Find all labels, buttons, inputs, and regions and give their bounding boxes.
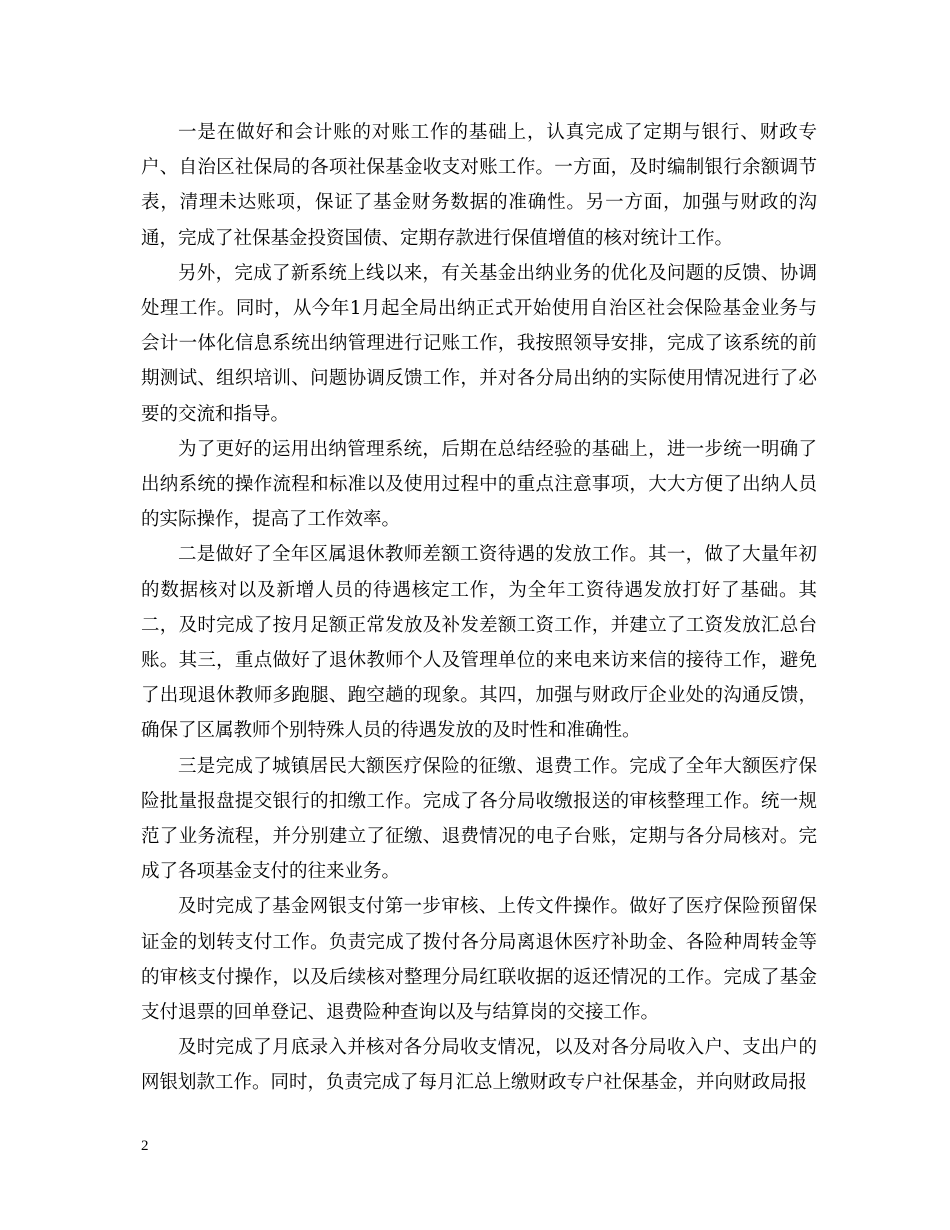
paragraph-1: 一是在做好和会计账的对账工作的基础上，认真完成了定期与银行、财政专户、自治区社保局的各项社保基金收支对账工作。一方面，及时编制银行余额调节表，清理未达账项，保证了基金财务数据的准确性。另一方面，加强与财政的沟通，完成了社保基金投资国债、定期存款进行保值增值的核对统计工作。 bbox=[141, 122, 817, 249]
document-body bbox=[141, 115, 817, 1101]
paragraph-6: 及时完成了基金网银支付第一步审核、上传文件操作。做好了医疗保险预留保证金的划转支付工作。负责完成了拨付各分局离退休医疗补助金、各险种周转金等的审核支付操作，以及后续核对整理分局红联收据的返还情况的工作。完成了基金支付退票的回单登记、退费险种查询以及与结算岗的交接工作。 bbox=[141, 896, 817, 1024]
paragraph-4: 二是做好了全年区属退休教师差额工资待遇的发放工作。其一，做了大量年初的数据核对以及新增人员的待遇核定工作，为全年工资待遇发放打好了基础。其二，及时完成了按月足额正常发放及补发差额工资工作，并建立了工资发放汇总台账。其三，重点做好了退休教师个人及管理单位的来电来访来信的接待工作，避免了出现退休教师多跑腿、跑空趟的现象。其四，加强与财政厅企业处的沟通反馈，确保了区属教师个别特殊人员的待遇发放的及时性和准确性。 bbox=[141, 544, 817, 742]
paragraph-3: 为了更好的运用出纳管理系统，后期在总结经验的基础上，进一步统一明确了出纳系统的操作流程和标准以及使用过程中的重点注意事项，大大方便了出纳人员的实际操作，提高了工作效率。 bbox=[141, 438, 817, 531]
page-number: 2 bbox=[141, 1138, 149, 1154]
paragraph-2: 另外，完成了新系统上线以来，有关基金出纳业务的优化及问题的反馈、协调处理工作。同时，从今年1月起全局出纳正式开始使用自治区社会保险基金业务与会计一体化信息系统出纳管理进行记账工作，我按照领导安排，完成了该系统的前期测试、组织培训、问题协调反馈工作，并对各分局出纳的实际使用情况进行了必要的交流和指导。 bbox=[141, 262, 817, 425]
paragraph-7: 及时完成了月底录入并核对各分局收支情况，以及对各分局收入户、支出户的网银划款工作。同时，负责完成了每月汇总上缴财政专户社保基金，并向财政局报 bbox=[141, 1037, 817, 1094]
paragraph-5: 三是完成了城镇居民大额医疗保险的征缴、退费工作。完成了全年大额医疗保险批量报盘提交银行的扣缴工作。完成了各分局收缴报送的审核整理工作。统一规范了业务流程，并分别建立了征缴、退费情况的电子台账，定期与各分局核对。完成了各项基金支付的往来业务。 bbox=[141, 755, 817, 883]
